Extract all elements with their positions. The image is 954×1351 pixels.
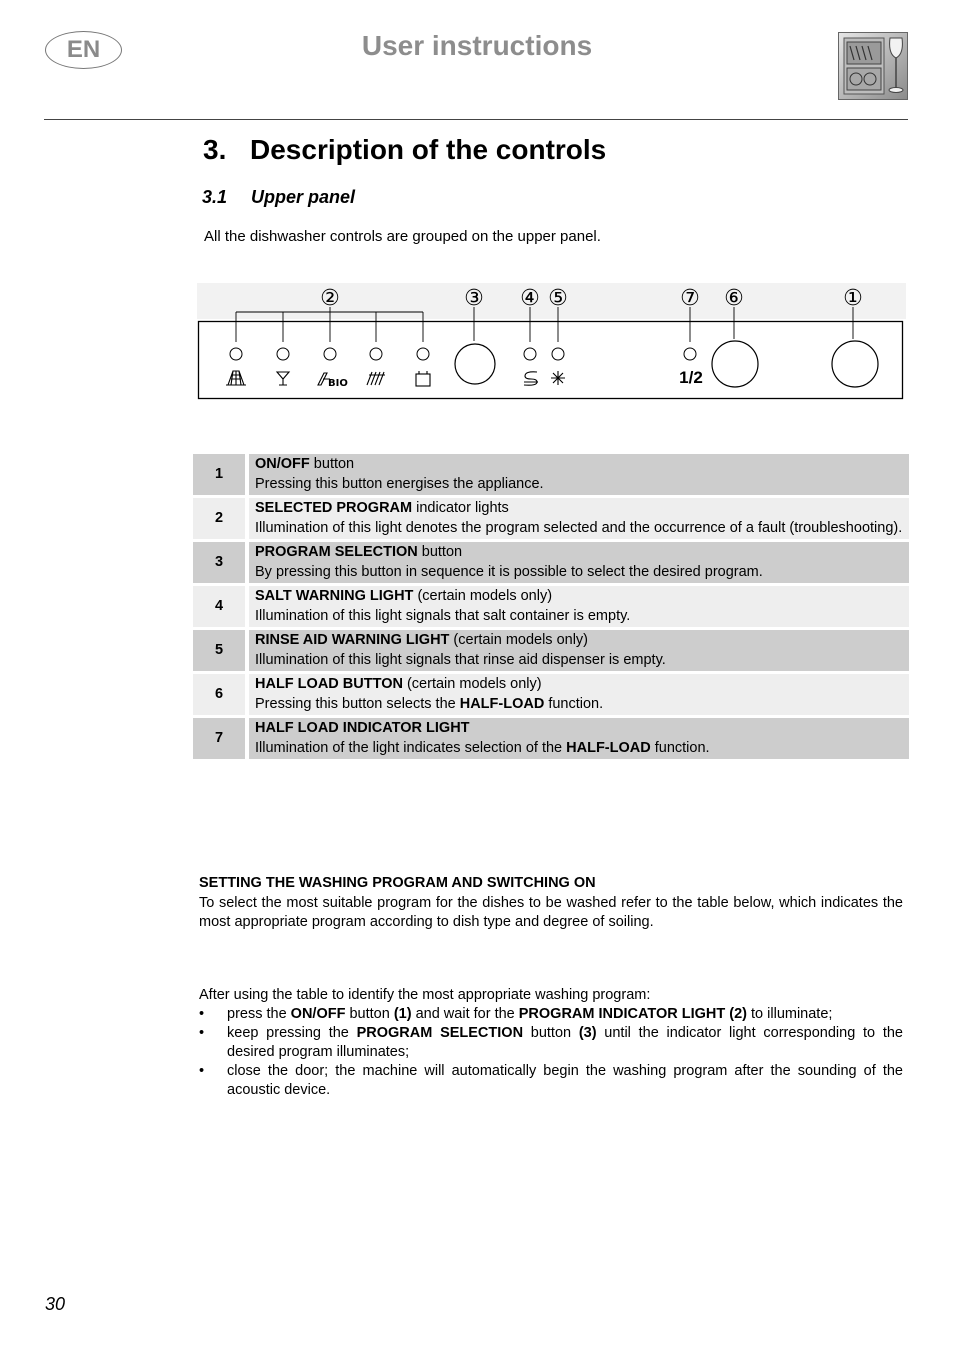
callout-4: ④ bbox=[520, 286, 540, 311]
instructions-list bbox=[199, 986, 903, 1100]
row-description: RINSE AID WARNING LIGHT (certain models only) Illumination of this light signals that rinse aid dispenser is empty. bbox=[247, 629, 909, 673]
list-item: • close the door; the machine will automatically begin the washing program after the sounding of the acoustic device. bbox=[199, 1063, 903, 1098]
callout-7: ⑦ bbox=[680, 286, 700, 311]
table-row bbox=[193, 454, 909, 497]
program-light-3 bbox=[324, 348, 336, 360]
callout-6: ⑥ bbox=[724, 286, 744, 311]
program-light-4 bbox=[370, 348, 382, 360]
setting-title: SETTING THE WASHING PROGRAM AND SWITCHING ON bbox=[199, 875, 596, 891]
section-heading bbox=[203, 134, 606, 166]
row-description: SELECTED PROGRAM indicator lights Illumination of this light denotes the program selected and the occurrence of a fault (troubleshooting). bbox=[247, 497, 909, 541]
row-number: 5 bbox=[193, 629, 247, 673]
table-row bbox=[193, 673, 909, 717]
section-number: 3. bbox=[203, 134, 227, 165]
table-row bbox=[193, 585, 909, 629]
list-intro: After using the table to identify the most appropriate washing program: bbox=[199, 987, 651, 1003]
row-number: 1 bbox=[193, 454, 247, 497]
list-item: • press the ON/OFF button (1) and wait for the PROGRAM INDICATOR LIGHT (2) to illuminate; bbox=[199, 1006, 833, 1022]
table-row bbox=[193, 541, 909, 585]
row-description: SALT WARNING LIGHT (certain models only) Illumination of this light signals that salt container is empty. bbox=[247, 585, 909, 629]
page-number: 30 bbox=[45, 1294, 66, 1314]
subsection-title: Upper panel bbox=[251, 187, 356, 207]
intro-text: All the dishwasher controls are grouped on the upper panel. bbox=[204, 228, 601, 245]
subsection-heading bbox=[202, 187, 355, 208]
list-item: • keep pressing the PROGRAM SELECTION button (3) until the indicator light corresponding to the desired program illuminates; bbox=[199, 1025, 903, 1060]
program-light-2 bbox=[277, 348, 289, 360]
controls-table bbox=[193, 454, 909, 762]
table-row bbox=[193, 717, 909, 761]
header-divider bbox=[44, 119, 908, 120]
half-load-label: 1/2 bbox=[679, 368, 703, 387]
row-number: 2 bbox=[193, 497, 247, 541]
callout-5: ⑤ bbox=[548, 286, 568, 311]
program-selection-button[interactable] bbox=[455, 344, 495, 384]
upper-panel-diagram bbox=[197, 283, 906, 408]
program-light-5 bbox=[417, 348, 429, 360]
table-row bbox=[193, 497, 909, 541]
row-number: 6 bbox=[193, 673, 247, 717]
row-number: 4 bbox=[193, 585, 247, 629]
salt-warning-light bbox=[524, 348, 536, 360]
subsection-number: 3.1 bbox=[202, 187, 228, 207]
header-title: User instructions bbox=[361, 30, 593, 61]
setting-section bbox=[199, 874, 903, 933]
row-number: 7 bbox=[193, 717, 247, 761]
dishwasher-glass-icon bbox=[838, 32, 908, 100]
callout-1: ① bbox=[843, 286, 863, 311]
rinse-aid-warning-light bbox=[552, 348, 564, 360]
language-badge: EN bbox=[45, 31, 122, 69]
row-description: HALF LOAD INDICATOR LIGHT Illumination of the light indicates selection of the HALF-LOAD function. bbox=[247, 717, 909, 761]
svg-text:BIO: BIO bbox=[328, 378, 348, 389]
row-description: ON/OFF button Pressing this button energises the appliance. bbox=[247, 454, 909, 497]
callout-2: ② bbox=[320, 286, 340, 311]
rinse-aid-icon bbox=[551, 371, 565, 385]
half-load-indicator-light bbox=[684, 348, 696, 360]
section-title: Description of the controls bbox=[250, 134, 607, 165]
callout-3: ③ bbox=[464, 286, 484, 311]
setting-body: To select the most suitable program for the dishes to be washed refer to the table below, which indicates the most appropriate program according to dish type and degree of soiling. bbox=[199, 894, 903, 930]
half-load-button[interactable] bbox=[712, 341, 758, 387]
row-description: PROGRAM SELECTION button By pressing this button in sequence it is possible to select the desired program. bbox=[247, 541, 909, 585]
on-off-button[interactable] bbox=[832, 341, 878, 387]
row-description: HALF LOAD BUTTON (certain models only) Pressing this button selects the HALF-LOAD function. bbox=[247, 673, 909, 717]
program-light-1 bbox=[230, 348, 242, 360]
table-row bbox=[193, 629, 909, 673]
row-number: 3 bbox=[193, 541, 247, 585]
